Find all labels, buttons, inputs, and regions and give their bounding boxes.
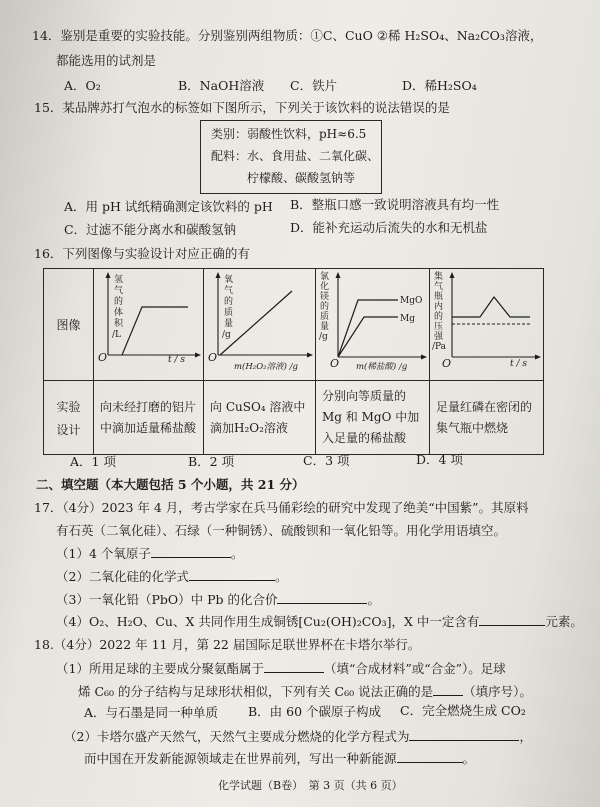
graph-a-y-arrow bbox=[106, 272, 111, 278]
q18-part1-line2 bbox=[78, 683, 532, 700]
design-b-cell bbox=[204, 381, 316, 455]
q14-stem-line1: 14．鉴别是重要的实验技能。分别鉴别两组物质：①C、CuO ②稀 H₂SO₄、Na₂CO₃溶液， bbox=[32, 28, 543, 43]
q18-part1-text: （1）所用足球的主要成分聚氨酯属于 bbox=[56, 661, 264, 676]
graph-d-bottle-pressure bbox=[430, 269, 544, 377]
graph-b-xlabel: m(H₂O₂溶液) /g bbox=[234, 362, 298, 372]
graph-c-y-arrow bbox=[336, 272, 341, 278]
graph-b-ylabel-1: 气 bbox=[224, 286, 234, 296]
graph-b-x-arrow bbox=[307, 353, 313, 358]
q18-part1-c60-text: 烯 C₆₀ 的分子结构与足球形状相似，下列有关 C₆₀ 说法正确的是 bbox=[78, 684, 434, 699]
graph-c-ylabel-1: 化 bbox=[320, 282, 330, 292]
q17-part1: （1）4 个氧原子 。 bbox=[56, 546, 244, 561]
q18-option-c: C．完全燃烧生成 CO₂ bbox=[400, 703, 526, 718]
graph-b-origin: O bbox=[208, 351, 218, 364]
graph-c-mgcl2-mass bbox=[316, 269, 430, 377]
q17-part4-blank[interactable] bbox=[479, 613, 545, 626]
graph-b-cell bbox=[204, 269, 316, 381]
graph-c-ylabel-3: 的 bbox=[320, 302, 330, 312]
design-a-cell bbox=[94, 381, 204, 455]
q18-part2-energy-text: 而中国在开发新能源领域走在世界前列，写出一种新能源 bbox=[84, 751, 397, 766]
graph-c-mg-curve bbox=[338, 317, 398, 357]
graph-c-mgo-label: MgO bbox=[400, 296, 423, 306]
q14-option-a: A．O₂ bbox=[64, 78, 101, 93]
q17-stem-line2: 有石英（二氧化硅）、石绿（一种铜锈）、硫酸钡和一氧化铅等。用化学用语填空。 bbox=[56, 523, 507, 538]
graph-c-ylabel-5: 量 bbox=[320, 322, 330, 332]
graph-c-ylabel-2: 镁 bbox=[320, 292, 330, 302]
graph-d-xlabel: t / s bbox=[510, 359, 527, 369]
graph-d-curve bbox=[452, 297, 530, 317]
graph-c-mgo-curve bbox=[338, 300, 398, 357]
graph-c-cell bbox=[316, 269, 430, 381]
section-fill-in-heading: 二、填空题（本大题包括 5 个小题，共 21 分） bbox=[36, 477, 305, 492]
q17-stem-line1: 17．（4分）2023 年 4 月，考古学家在兵马俑彩绘的研究中发现了绝美“中国紫”。其原料 bbox=[34, 500, 529, 515]
design-b-text: 向 CuSO₄ 溶液中滴加H₂O₂溶液 bbox=[210, 399, 306, 435]
graph-d-ylabel-3: 内 bbox=[434, 302, 444, 312]
graph-d-origin: O bbox=[442, 357, 452, 370]
graph-c-mg-label: Mg bbox=[400, 314, 415, 324]
drink-label-category: 类别：弱酸性饮料，pH≈6.5 bbox=[211, 127, 367, 141]
graph-c-ylabel-0: 氯 bbox=[320, 272, 330, 282]
q18-option-b: B．由 60 个碳原子构成 bbox=[248, 704, 382, 719]
row-header-design bbox=[44, 381, 94, 455]
q18-c60-blank[interactable] bbox=[433, 683, 463, 696]
q16-table bbox=[43, 268, 544, 455]
q17-part3: （3）一氧化铅（PbO）中 Pb 的化合价 。 bbox=[56, 592, 380, 607]
graph-a-ylabel-3: 体 bbox=[114, 308, 124, 318]
graph-d-x-arrow bbox=[535, 355, 541, 360]
graph-a-hydrogen-volume bbox=[94, 269, 204, 377]
graph-c-origin: O bbox=[330, 357, 340, 370]
q15-option-b: B．整瓶口感一致说明溶液具有均一性 bbox=[290, 197, 500, 212]
q16-option-c: C．3 项 bbox=[303, 453, 350, 468]
graph-d-ylabel-1: 气 bbox=[434, 282, 444, 292]
q17-part2-text: （2）二氧化硅的化学式 bbox=[56, 569, 189, 584]
graph-b-y-arrow bbox=[216, 272, 221, 278]
design-c-cell bbox=[316, 381, 430, 455]
graph-b-ylabel-2: 的 bbox=[224, 297, 234, 307]
graph-d-ylabel-2: 瓶 bbox=[434, 292, 444, 302]
graph-c-x-arrow bbox=[421, 355, 427, 360]
q17-part2-blank[interactable] bbox=[189, 568, 275, 581]
graph-d-ylabel-7: /Pa bbox=[432, 342, 447, 352]
graph-a-ylabel-5: /L bbox=[112, 330, 122, 340]
q18-part2-text: （2）卡塔尔盛产天然气，天然气主要成分燃烧的化学方程式为 bbox=[64, 729, 410, 744]
graph-a-curve bbox=[122, 307, 188, 355]
q14-stem-line2: 都能选用的试剂是 bbox=[56, 53, 157, 68]
q16-stem: 16．下列图像与实验设计对应正确的有 bbox=[34, 246, 250, 261]
graph-c-ylabel-4: 质 bbox=[320, 312, 330, 322]
graph-c-ylabel-6: /g bbox=[319, 332, 328, 342]
graph-a-origin: O bbox=[98, 351, 108, 364]
row-header-image-label: 图像 bbox=[56, 318, 81, 332]
q16-option-a: A．1 项 bbox=[70, 454, 116, 469]
q18-equation-blank[interactable] bbox=[409, 728, 519, 741]
q17-part3-text: （3）一氧化铅（PbO）中 Pb 的化合价 bbox=[56, 592, 278, 607]
row-header-design-label-2: 设计 bbox=[56, 422, 81, 437]
q14-option-c: C．铁片 bbox=[290, 78, 338, 93]
q18-energy-blank[interactable] bbox=[397, 750, 463, 763]
q15-option-a: A．用 pH 试纸精确测定该饮料的 pH bbox=[64, 199, 273, 214]
design-c-text: 分别向等质量的 Mg 和 MgO 中加入足量的稀盐酸 bbox=[322, 389, 420, 445]
q14-option-d: D．稀H₂SO₄ bbox=[402, 78, 477, 93]
graph-a-xlabel: t / s bbox=[168, 355, 185, 365]
q18-part2-line2: 而中国在开发新能源领域走在世界前列，写出一种新能源 。 bbox=[84, 751, 476, 766]
q18-part1-blank[interactable] bbox=[264, 660, 324, 673]
q17-part2: （2）二氧化硅的化学式 。 bbox=[56, 569, 288, 584]
q15-option-c: C．过滤不能分离水和碳酸氢钠 bbox=[64, 222, 237, 237]
graph-d-ylabel-5: 压 bbox=[434, 322, 444, 332]
q15-stem: 15．某品牌苏打气泡水的标签如下图所示，下列关于该饮料的说法错误的是 bbox=[34, 100, 450, 115]
graph-b-oxygen-mass bbox=[204, 269, 316, 377]
graph-d-y-arrow bbox=[450, 272, 455, 278]
q16-option-b: B．2 项 bbox=[188, 454, 235, 469]
drink-label-ingredients: 配料：水、食用盐、二氧化碳、 bbox=[211, 149, 380, 163]
q18-part1-hint: （填“合成材料”或“合金”）。足球 bbox=[323, 661, 506, 676]
graph-a-ylabel-2: 的 bbox=[114, 297, 124, 307]
q16-option-d: D．4 项 bbox=[416, 452, 463, 467]
row-header-design-label-1: 实验 bbox=[56, 399, 81, 414]
graph-b-ylabel-3: 质 bbox=[224, 308, 234, 318]
q17-part4 bbox=[56, 613, 583, 630]
q17-part1-blank[interactable] bbox=[151, 545, 231, 558]
q18-stem: 18.（4分）2022 年 11 月，第 22 届国际足联世界杯在卡塔尔举行。 bbox=[34, 637, 421, 652]
q18-part1-line1 bbox=[56, 660, 506, 677]
graph-a-ylabel-1: 气 bbox=[114, 286, 124, 296]
graph-d-cell bbox=[430, 269, 544, 381]
design-a-text: 向未经打磨的铝片中滴加适量稀盐酸 bbox=[100, 399, 197, 435]
q17-part1-text: （1）4 个氧原子 bbox=[56, 546, 151, 561]
graph-d-ylabel-6: 强 bbox=[434, 332, 444, 342]
row-header-image bbox=[44, 269, 94, 381]
q17-part4-suffix: 元素。 bbox=[545, 614, 583, 629]
graph-b-ylabel-4: 量 bbox=[224, 319, 234, 329]
graph-a-cell bbox=[94, 269, 204, 381]
graph-a-ylabel-4: 积 bbox=[114, 319, 124, 329]
page-footer: 化学试题（B卷） 第 3 页（共 6 页） bbox=[218, 779, 403, 792]
q17-part4-text: （4）O₂、H₂O、Cu、X 共同作用生成铜锈[Cu₂(OH)₂CO₃]，X 中一定含有 bbox=[56, 614, 480, 629]
graph-b-ylabel-5: /g bbox=[222, 330, 231, 340]
q18-part2-line1: （2）卡塔尔盛产天然气，天然气主要成分燃烧的化学方程式为 ， bbox=[64, 729, 532, 744]
drink-label-box bbox=[200, 120, 382, 194]
graph-b-ylabel-0: 氧 bbox=[224, 275, 234, 285]
q14-option-b: B．NaOH溶液 bbox=[178, 78, 265, 93]
q18-option-a: A．与石墨是同一种单质 bbox=[84, 705, 219, 720]
q17-part3-blank[interactable] bbox=[277, 591, 367, 604]
q18-part1-suffix: （填序号）。 bbox=[463, 684, 532, 699]
graph-a-x-arrow bbox=[195, 353, 201, 358]
graph-d-ylabel-0: 集 bbox=[434, 272, 444, 282]
design-d-text: 足量红磷在密闭的集气瓶中燃烧 bbox=[436, 399, 533, 435]
graph-a-ylabel-0: 氢 bbox=[114, 275, 124, 285]
design-d-cell bbox=[430, 381, 544, 455]
graph-c-xlabel: m(稀盐酸) /g bbox=[356, 362, 408, 372]
graph-d-ylabel-4: 的 bbox=[434, 312, 444, 322]
q15-option-d: D．能补充运动后流失的水和无机盐 bbox=[290, 220, 488, 235]
drink-label-ingredients-cont: 柠檬酸、碳酸氢钠等 bbox=[247, 171, 356, 185]
